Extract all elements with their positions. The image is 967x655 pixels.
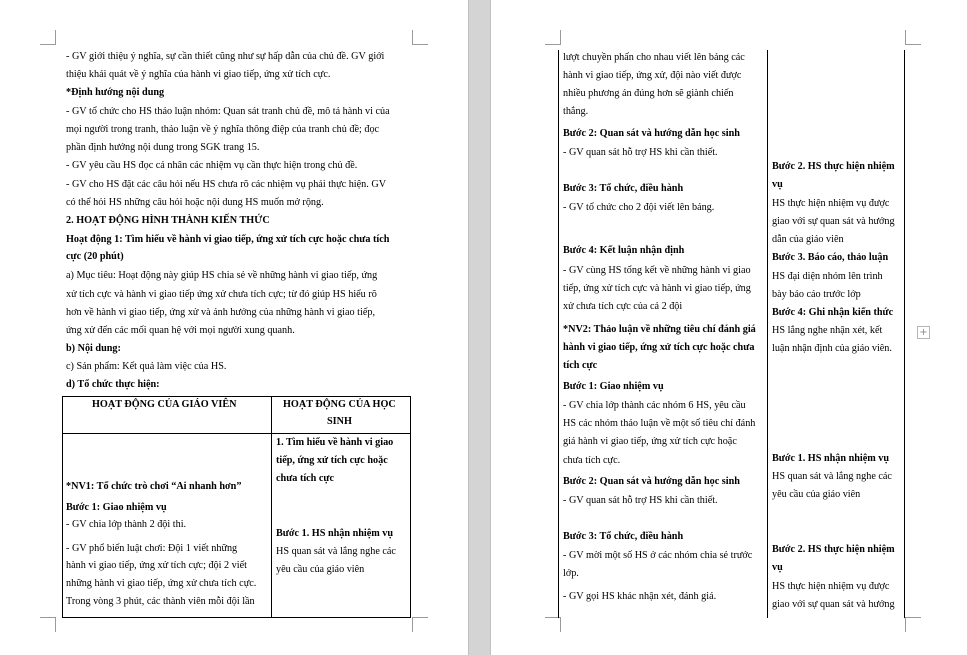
crop-mark (412, 30, 413, 45)
step-heading: vụ (772, 562, 783, 573)
table-cell-line: giao với sự quan sát và hướng (772, 599, 895, 610)
objective-line: a) Mục tiêu: Hoạt động này giúp HS chia sẻ về những hành vi giao tiếp, ứng (66, 270, 378, 281)
table-cell-line: lượt chuyền phấn cho nhau viết lên bảng các (563, 52, 745, 63)
table-cell-line: - GV mời một số HS ở các nhóm chia sẻ trước (563, 550, 753, 561)
body-line: thiệu khái quát về ý nghĩa của hành vi giao tiếp, ứng xử tích cực. (66, 69, 331, 80)
table-cell-line: HS đại diện nhóm lên trình (772, 271, 883, 282)
task-heading: hành vi giao tiếp, ứng xử tích cực hoặc chưa (563, 342, 755, 353)
table-cell-line: hành vi giao tiếp, ứng xử tích cực; đội 2 viết (66, 560, 247, 571)
table-cell-line: - GV chia lớp thành 2 đội thi. (66, 519, 187, 530)
crop-mark (560, 617, 561, 632)
task-heading: *NV2: Thảo luận về những tiêu chí đánh giá (563, 324, 756, 335)
crop-mark (40, 617, 56, 618)
table-left-border (558, 50, 559, 618)
table-header-divider (62, 433, 411, 434)
activity-heading: cực (20 phút) (66, 251, 124, 262)
table-cell-line: HS quan sát và lắng nghe các (772, 471, 892, 482)
left-page (0, 0, 468, 655)
table-cell-line: - GV chia lớp thành các nhóm 6 HS, yêu cầu (563, 400, 746, 411)
add-table-column-button[interactable]: + (917, 326, 930, 339)
table-cell-line: - GV tổ chức cho 2 đội viết lên bảng. (563, 202, 715, 213)
table-cell-line: - GV cùng HS tổng kết về những hành vi giao (563, 265, 751, 276)
body-line: - GV yêu cầu HS đọc cá nhân các nhiệm vụ cần thực hiện trong chủ đề. (66, 160, 358, 171)
table-cell-line: Trong vòng 3 phút, các thành viên mỗi đội lần (66, 596, 255, 607)
organization-heading: d) Tổ chức thực hiện: (66, 379, 160, 390)
table-cell-line: lớp. (563, 568, 579, 579)
crop-mark (412, 44, 428, 45)
table-cell-line: HS lắng nghe nhận xét, kết (772, 325, 883, 336)
table-cell-line: chưa tích cực. (563, 455, 621, 466)
table-cell-line: - GV quan sát hỗ trợ HS khi cần thiết. (563, 495, 718, 506)
table-cell-heading: chưa tích cực (276, 473, 335, 484)
product-line: c) Sản phẩm: Kết quả làm việc của HS. (66, 361, 227, 372)
body-line: mọi người trong tranh, thảo luận về ý nghĩa thông điệp của tranh chủ đề; đọc (66, 124, 380, 135)
step-heading: Bước 4: Ghi nhận kiến thức (772, 307, 894, 318)
table-cell-heading: tiếp, ứng xử tích cực hoặc (276, 455, 388, 466)
crop-mark (560, 30, 561, 45)
table-cell-line: HS các nhóm thảo luận về một số tiêu chí đánh (563, 418, 756, 429)
table-cell-line: giao với sự quan sát và hướng (772, 216, 895, 227)
crop-mark (905, 44, 921, 45)
table-cell-line: tiếp, ứng xử tích cực và hành vi giao tiếp, ứng (563, 283, 751, 294)
table-cell-heading: 1. Tìm hiểu về hành vi giao (276, 437, 394, 448)
body-line: hơn về hành vi giao tiếp, ứng xử và ảnh hưởng của những hành vi giao tiếp, (66, 307, 375, 318)
table-cell-line: HS thực hiện nhiệm vụ được (772, 198, 890, 209)
table-cell-line: những hành vi giao tiếp, ứng xử chưa tích cực. (66, 578, 257, 589)
step-heading: Bước 3: Tổ chức, điều hành (563, 531, 684, 542)
table-cell-line: xử chưa tích cực của cả 2 đội (563, 301, 683, 312)
step-heading: Bước 2. HS thực hiện nhiệm (772, 161, 895, 172)
step-heading: Bước 4: Kết luận nhận định (563, 245, 685, 256)
crop-mark (412, 617, 428, 618)
body-line: có thể hỏi HS những câu hỏi hoặc nội dung HS muốn mở rộng. (66, 197, 324, 208)
table-cell-line: HS quan sát và lắng nghe các (276, 546, 396, 557)
task-heading: tích cực (563, 360, 598, 371)
table-cell-line: HS thực hiện nhiệm vụ được (772, 581, 890, 592)
crop-mark (905, 30, 906, 45)
table-cell-line: yêu cầu của giáo viên (772, 489, 861, 500)
step-heading: vụ (772, 179, 783, 190)
table-header-student: SINH (327, 416, 352, 427)
section-heading: 2. HOẠT ĐỘNG HÌNH THÀNH KIẾN THỨC (66, 215, 270, 226)
table-cell-line: giá hành vi giao tiếp, ứng xử tích cực hoặc (563, 436, 737, 447)
page-gap (468, 0, 491, 655)
body-line: - GV cho HS đặt các câu hỏi nếu HS chưa rõ các nhiệm vụ phải thực hiện. GV (66, 179, 387, 190)
table-cell-line: yêu cầu của giáo viên (276, 564, 365, 575)
table-right-border (904, 50, 905, 618)
table-cell-line: dẫn của giáo viên (772, 234, 844, 245)
table-cell-line: - GV quan sát hỗ trợ HS khi cần thiết. (563, 147, 718, 158)
task-heading: *NV1: Tổ chức trò chơi “Ai nhanh hơn” (66, 481, 242, 492)
step-heading: Bước 1. HS nhận nhiệm vụ (772, 453, 890, 464)
table-header-student: HOẠT ĐỘNG CỦA HỌC (283, 399, 396, 410)
body-line: - GV tổ chức cho HS thảo luận nhóm: Quan sát tranh chủ đề, mô tả hành vi của (66, 106, 390, 117)
step-heading: Bước 2. HS thực hiện nhiệm (772, 544, 895, 555)
content-heading: b) Nội dung: (66, 343, 121, 354)
table-cell-line: thắng. (563, 106, 589, 117)
section-heading: *Định hướng nội dung (66, 87, 165, 98)
right-page (491, 0, 967, 655)
crop-mark (55, 617, 56, 632)
table-cell-line: bày báo cáo trước lớp (772, 289, 861, 300)
crop-mark (545, 44, 561, 45)
step-heading: Bước 2: Quan sát và hướng dẫn học sinh (563, 476, 740, 487)
step-heading: Bước 3. Báo cáo, thảo luận (772, 252, 889, 263)
crop-mark (55, 30, 56, 45)
activity-heading: Hoạt động 1: Tìm hiểu về hành vi giao tiếp, ứng xử tích cực hoặc chưa tích (66, 234, 390, 245)
table-header-teacher: HOẠT ĐỘNG CỦA GIÁO VIÊN (92, 399, 237, 410)
step-heading: Bước 3: Tổ chức, điều hành (563, 183, 684, 194)
step-heading: Bước 1: Giao nhiệm vụ (563, 381, 664, 392)
table-column-divider (767, 50, 768, 618)
body-line: phần định hướng nội dung trong SGK trang 15. (66, 142, 260, 153)
table-cell-line: luận nhận định của giáo viên. (772, 343, 892, 354)
table-cell-line: nhiều phương án đúng hơn sẽ giành chiến (563, 88, 734, 99)
table-cell-line: - GV phổ biến luật chơi: Đội 1 viết những (66, 543, 238, 554)
crop-mark (40, 44, 56, 45)
step-heading: Bước 1: Giao nhiệm vụ (66, 502, 167, 513)
body-line: xử tích cực và hành vi giao tiếp ứng xử chưa tích cực; từ đó giúp HS hiểu rõ (66, 289, 377, 300)
crop-mark (412, 617, 413, 632)
crop-mark (905, 617, 906, 632)
table-cell-line: hành vi giao tiếp, ứng xử, đội nào viết được (563, 70, 742, 81)
body-line: ứng xử đến các mối quan hệ với mọi người xung quanh. (66, 325, 295, 336)
table-column-divider (271, 396, 272, 618)
step-heading: Bước 1. HS nhận nhiệm vụ (276, 528, 394, 539)
table-cell-line: - GV gọi HS khác nhận xét, đánh giá. (563, 591, 717, 602)
body-line: - GV giới thiệu ý nghĩa, sự cần thiết cũng như sự hấp dẫn của chủ đề. GV giới (66, 51, 385, 62)
crop-mark (905, 617, 921, 618)
step-heading: Bước 2: Quan sát và hướng dẫn học sinh (563, 128, 740, 139)
